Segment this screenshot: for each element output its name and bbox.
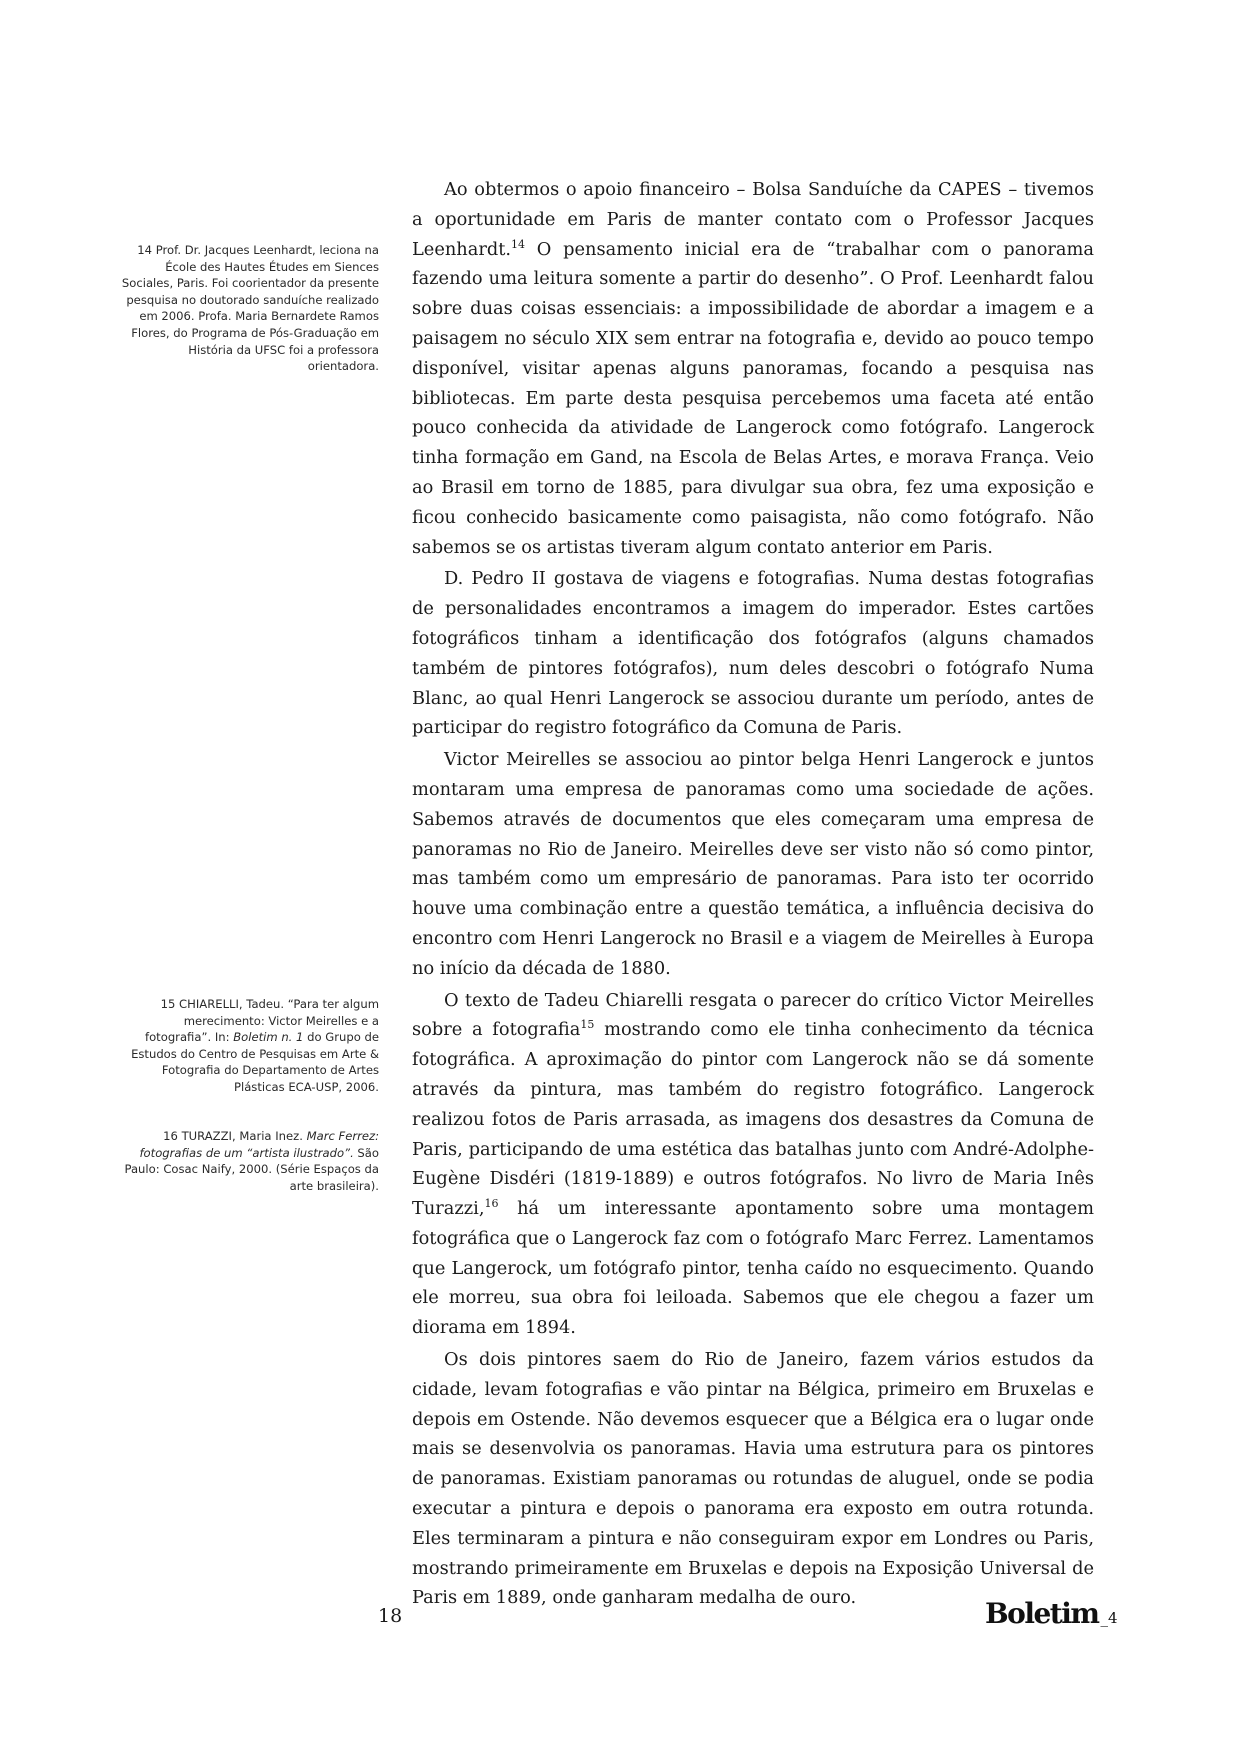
footnote-16-text-end: São Paulo: Cosac Naify, 2000. (Série Espaços da arte brasileira). — [124, 1145, 379, 1193]
paragraph-4-text-start: O texto de Tadeu Chiarelli resgata o parecer do crítico Victor Meirelles sobre a fotografia — [412, 989, 1094, 1041]
footnote-15-text-start: 15 CHIARELLI, Tadeu. “Para ter algum merecimento: Victor Meirelles e a fotografia”. In: — [145, 997, 379, 1045]
paragraph-2: D. Pedro II gostava de viagens e fotografias. Numa destas fotografias de personalidades encontramos a imagem do imperador. Estes cartões fotográficos tinham a identificação dos fotógrafos (alguns chamados também de pintores fotógrafos), num deles descobri o fotógrafo Numa Blanc, ao qual Henri Langerock se associou durante um período, antes de participar do registro fotográfico da Comuna de Paris. — [412, 568, 1094, 739]
paragraph-5: Os dois pintores saem do Rio de Janeiro, fazem vários estudos da cidade, levam fotografias e vão pintar na Bélgica, primeiro em Bruxelas e depois em Ostende. Não devemos esquecer que a Bélgica era o lugar onde mais se desenvolvia os panoramas. Havia uma estrutura para os pintores de panoramas. Existiam panoramas ou rotundas de aluguel, onde se podia executar a pintura e depois o panorama era exposto em outra rotunda. Eles terminaram a pintura e não conseguiram expor em Londres ou Paris, mostrando primeiramente em Bruxelas e depois na Exposição Universal de Paris em 1889, onde ganharam medalha de ouro. — [412, 1349, 1094, 1609]
paragraph-4-text-end: há um interessante apontamento sobre uma montagem fotográfica que o Langerock faz com o fotógrafo Marc Ferrez. Lamentamos que Langerock, um fotógrafo pintor, tenha caído no esquecimento. Quando ele morreu, sua obra foi leiloada. Sabemos que ele chegou a fazer um diorama em 1894. — [412, 1198, 1094, 1339]
footnote-16 — [114, 1128, 379, 1194]
footnote-ref-15: 15 — [580, 1018, 595, 1032]
footnote-15-text-end: do Grupo de Estudos do Centro de Pesquisas em Arte & Fotografia do Departamento de Artes Plásticas ECA-USP, 2006. — [131, 1030, 379, 1094]
publication-name: Boletim — [985, 1597, 1099, 1630]
footnote-14 — [114, 242, 379, 375]
publication-issue: _4 — [1100, 1609, 1118, 1627]
paragraph-3: Victor Meirelles se associou ao pintor belga Henri Langerock e juntos montaram uma empresa de panoramas como uma sociedade de ações. Sabemos através de documentos que eles começaram uma empresa de panoramas no Rio de Janeiro. Meirelles deve ser visto não só como pintor, mas também como um empresário de panoramas. Para isto ter ocorrido houve uma combinação entre a questão temática, a influência decisiva do encontro com Henri Langerock no Brasil e a viagem de Meirelles à Europa no início da década de 1880. — [412, 749, 1094, 979]
footnote-ref-14: 14 — [511, 237, 526, 251]
publication-logo — [985, 1597, 1118, 1630]
paragraph-1 — [412, 175, 1094, 562]
paragraph-4 — [412, 986, 1094, 1344]
main-text-column — [412, 175, 1094, 1615]
footnote-15 — [114, 996, 379, 1096]
footnote-ref-16: 16 — [484, 1197, 499, 1211]
page-number: 18 — [378, 1605, 403, 1627]
paragraph-4-text-middle: mostrando como ele tinha conhecimento da técnica fotográfica. A aproximação do pintor com Langerock não se dá somente através da pintura, mas também do registro fotográfico. Langerock realizou fotos de Paris arrasada, as imagens dos desastres da Comuna de Paris, participando de uma estética das batalhas junto com André-Adolphe-Eugène Disdéri (1819-1889) e outros fotógrafos. No livro de Maria Inês Turazzi, — [412, 1019, 1094, 1220]
paragraph-1-text-start: Ao obtermos o apoio financeiro – Bolsa Sanduíche da CAPES – tivemos a oportunidade em Paris de manter contato com o Professor Jacques Leenhardt. — [412, 179, 1094, 260]
footnote-14-text: 14 Prof. Dr. Jacques Leenhardt, leciona na École des Hautes Études em Siences Sociales, Paris. Foi coorientador da presente pesquisa no doutorado sanduíche realizado em 2006. Profa. Maria Bernardete Ramos Flores, do Programa de Pós-Graduação em História da UFSC foi a professora orientadora. — [121, 243, 379, 374]
footnote-15-title: Boletim n. 1 — [233, 1030, 304, 1045]
footnote-16-text-start: 16 TURAZZI, Maria Inez. — [163, 1129, 307, 1143]
footnote-16-title: Marc Ferrez: fotografias de um “artista ilustrado”. — [139, 1129, 379, 1160]
paragraph-1-text-end: O pensamento inicial era de “trabalhar com o panorama fazendo uma leitura somente a partir do desenho”. O Prof. Leenhardt falou sobre duas coisas essenciais: a impossibilidade de abordar a imagem e a paisagem no século XIX sem entrar na fotografia e, devido ao pouco tempo disponível, visitar apenas alguns panoramas, focando a pesquisa nas bibliotecas. Em parte desta pesquisa percebemos uma faceta até então pouco conhecida da atividade de Langerock como fotógrafo. Langerock tinha formação em Gand, na Escola de Belas Artes, e morava França. Veio ao Brasil em torno de 1885, para divulgar sua obra, fez uma exposição e ficou conhecido basicamente como paisagista, não como fotógrafo. Não sabemos se os artistas tiveram algum contato anterior em Paris. — [412, 238, 1094, 558]
